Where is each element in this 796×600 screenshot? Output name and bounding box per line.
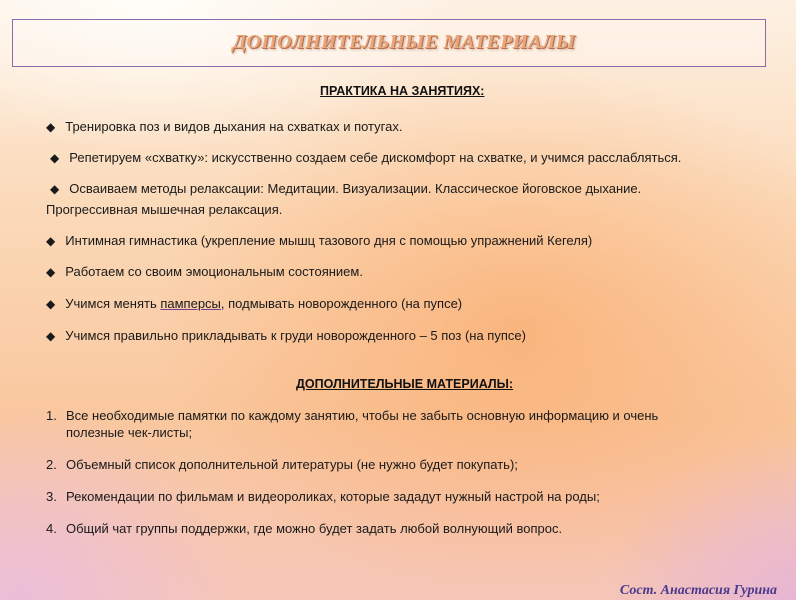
diamond-bullet-icon: ◆ <box>50 151 60 165</box>
author-signature: Сост. Анастасия Гурина <box>619 583 777 598</box>
diamond-bullet-icon: ◆ <box>46 120 56 134</box>
practice-item: ◆ Осваиваем методы релаксации: Медитации. Визуализации. Классическое йоговское дыхание. <box>50 181 642 196</box>
diamond-bullet-icon: ◆ <box>46 329 56 343</box>
materials-item: 4. Общий чат группы поддержки, где можно будет задать любой волнующий вопрос. <box>46 521 563 536</box>
page-title: ДОПОЛНИТЕЛЬНЫЕ МАТЕРИАЛЫ <box>232 31 576 53</box>
diamond-bullet-icon: ◆ <box>46 265 56 279</box>
diamond-bullet-icon: ◆ <box>46 234 56 248</box>
pampers-link[interactable]: памперсы <box>160 296 221 311</box>
diamond-bullet-icon: ◆ <box>46 297 56 311</box>
practice-item: ◆ Работаем со своим эмоциональным состоянием. <box>46 264 363 279</box>
practice-item: ◆ Тренировка поз и видов дыхания на схватках и потугах. <box>46 119 403 134</box>
diamond-bullet-icon: ◆ <box>50 182 60 196</box>
practice-item-continuation: Прогрессивная мышечная релаксация. <box>46 202 283 217</box>
materials-item: 3. Рекомендации по фильмам и видеороликах, которые зададут нужный настрой на роды; <box>46 489 600 504</box>
materials-item: 2. Объемный список дополнительной литературы (не нужно будет покупать); <box>46 457 518 472</box>
title-box <box>12 19 766 67</box>
section-heading-materials: ДОПОЛНИТЕЛЬНЫЕ МАТЕРИАЛЫ: <box>296 377 514 391</box>
practice-item: ◆ Учимся правильно прикладывать к груди новорожденного – 5 поз (на пупсе) <box>46 328 526 343</box>
materials-item-continuation: полезные чек-листы; <box>66 425 193 440</box>
section-heading-practice: ПРАКТИКА НА ЗАНЯТИЯХ: <box>320 84 485 98</box>
practice-item: ◆ Интимная гимнастика (укрепление мышц тазового дня с помощью упражнений Кегеля) <box>46 233 593 248</box>
practice-item: ◆ Учимся менять памперсы, подмывать новорожденного (на пупсе) <box>46 296 463 311</box>
materials-item: 1. Все необходимые памятки по каждому занятию, чтобы не забыть основную информацию и очень <box>46 408 659 423</box>
practice-item: ◆ Репетируем «схватку»: искусственно создаем себе дискомфорт на схватке, и учимся расслабляться. <box>50 150 682 165</box>
